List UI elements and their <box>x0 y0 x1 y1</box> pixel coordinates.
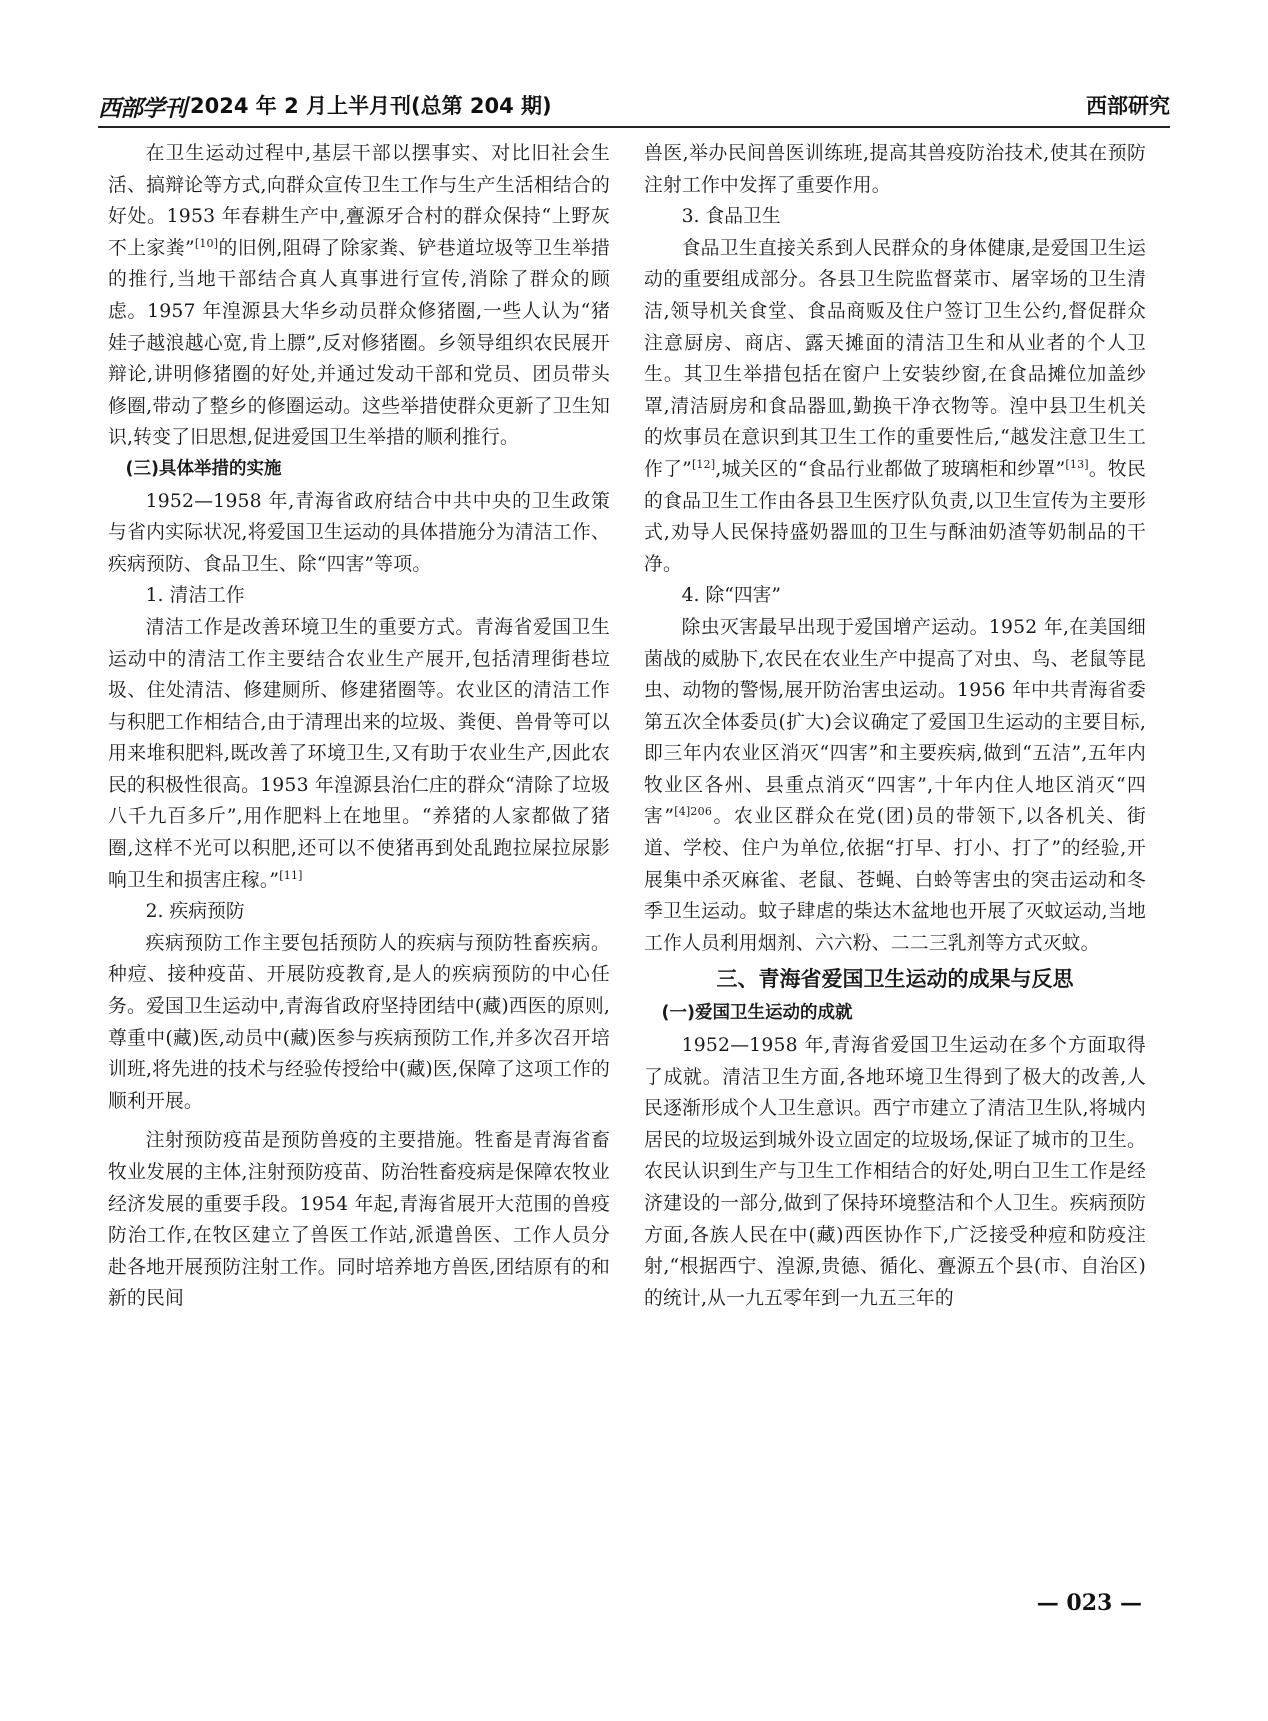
issue-info: 2024 年 2 月上半月刊(总第 204 期) <box>190 94 552 118</box>
paragraph: 兽医,举办民间兽医训练班,提高其兽疫防治技术,使其在预防注射工作中发挥了重要作用。 <box>644 143 1146 196</box>
item-heading: 4. 除“四害” <box>681 585 782 607</box>
subsection-heading: (一)爱国卫生运动的成就 <box>661 1003 853 1024</box>
item-heading: 2. 疾病预防 <box>145 901 245 923</box>
section-title: 三、青海省爱国卫生运动的成果与反思 <box>716 967 1074 992</box>
citation: [4]206 <box>674 805 713 819</box>
citation: [13] <box>1065 457 1089 471</box>
section-name: 西部研究 <box>1086 94 1170 118</box>
citation: [11] <box>279 868 303 882</box>
paragraph: 食品卫生直接关系到人民群众的身体健康,是爱国卫生运动的重要组成部分。各县卫生院监督菜市、屠宰场的卫生清洁,领导机关食堂、食品商贩及住户签订卫生公约,督促群众注意厨房、商店、露天摊面的清洁卫生和从业者的个人卫生。其卫生举措包括在窗户上安装纱窗,在食品摊位加盖纱罩,清洁厨房和食品器皿,勤换干净衣物等。湟中县卫生机关的炊事员在意识到其卫生工作的重要性后,“越发注意卫生工作了”[12],城关区的“食品行业都做了玻璃柜和纱罩”[13]。牧民的食品卫生工作由各县卫生医疗队负责,以卫生宣传为主要形式,劝导人民保持盛奶器皿的卫生与酥油奶渣等奶制品的干净。 <box>644 237 1146 575</box>
paragraph: 疾病预防工作主要包括预防人的疾病与预防牲畜疾病。种痘、接种疫苗、开展防疫教育,是人的疾病预防的中心任务。爱国卫生运动中,青海省政府坚持团结中(藏)西医的原则,尊重中(藏)医,动员中(藏)医参与疾病预防工作,并多次召开培训班,将先进的技术与经验传授给中(藏)医,保障了这项工作的顺利开展。 <box>108 932 610 1112</box>
paragraph: 1952—1958 年,青海省政府结合中共中央的卫生政策与省内实际状况,将爱国卫生运动的具体措施分为清洁工作、疾病预防、食品卫生、除“四害”等项。 <box>108 490 610 575</box>
paragraph: 注射预防疫苗是预防兽疫的主要措施。牲畜是青海省畜牧业发展的主体,注射预防疫苗、防治牲畜疫病是保障农牧业经济发展的重要手段。1954 年起,青海省展开大范围的兽疫防治工作,在牧区建立了兽医工作站,派遣兽医、工作人员分赴各地开展预防注射工作。同时培养地方兽医,团结原有的和新的民间 <box>108 1130 610 1310</box>
paragraph: 清洁工作是改善环境卫生的重要方式。青海省爱国卫生运动中的清洁工作主要结合农业生产展开,包括清理街巷垃圾、住处清洁、修建厕所、修建猪圈等。农业区的清洁工作与积肥工作相结合,由于清理出来的垃圾、粪便、兽骨等可以用来堆积肥料,既改善了环境卫生,又有助于农业生产,因此农民的积极性很高。1953 年湟源县治仁庄的群众“清除了垃圾八千九百多斤”,用作肥料上在地里。“养猪的人家都做了猪圈,这样不光可以积肥,还可以不使猪再到处乱跑拉屎拉尿影响卫生和损害庄稼。”[11] <box>108 616 610 891</box>
paragraph: 1952—1958 年,青海省爱国卫生运动在多个方面取得了成就。清洁卫生方面,各地环境卫生得到了极大的改善,人民逐渐形成个人卫生意识。西宁市建立了清洁卫生队,将城内居民的垃圾运到城外设立固定的垃圾场,保证了城市的卫生。农民认识到生产与卫生工作相结合的好处,明白卫生工作是经济建设的一部分,做到了保持环境整洁和个人卫生。疾病预防方面,各族人民在中(藏)西医协作下,广泛接受种痘和防疫注射,“根据西宁、湟源,贵德、循化、亹源五个县(市、自治区)的统计,从一九五零年到一九五三年的 <box>644 1035 1146 1309</box>
paragraph: 除虫灭害最早出现于爱国增产运动。1952 年,在美国细菌战的威胁下,农民在农业生产中提高了对虫、鸟、老鼠等昆虫、动物的警惕,展开防治害虫运动。1956 年中共青海省委第五次全体委员(扩大)会议确定了爱国卫生运动的主要目标,即三年内农业区消灭“四害”和主要疾病,做到“五洁”,五年内牧业区各州、县重点消灭“四害”,十年内住人地区消灭“四害”$^{[4]206}$。农业区群众在党(团)员的带领下,以各机关、街道、学校、住户为单位,依据“打早、打小、打了”的经验,开展集中杀灭麻雀、老鼠、苍蝇、白蛉等害虫的突击运动和冬季卫生运动。蚊子肆虐的柴达木盆地也开展了灭蚊运动,当地工作人员利用烟剂、六六粉、二二三乳剂等方式灭蚊。 <box>644 616 1146 954</box>
item-heading: 1. 清洁工作 <box>145 585 245 607</box>
citation: [12] <box>691 457 716 471</box>
left-column <box>108 138 610 1315</box>
subsection-heading: (三)具体举措的实施 <box>125 458 282 479</box>
page-header <box>98 86 1170 128</box>
paragraph: 在卫生运动过程中,基层干部以摆事实、对比旧社会生活、搞辩论等方式,向群众宣传卫生工作与生产生活相结合的好处。1953 年春耕生产中,亹源牙合村的群众保持“上野灰不上家粪”[10]的旧例,阻碍了除家粪、铲巷道垃圾等卫生举措的推行,当地干部结合真人真事进行宣传,消除了群众的顾虑。1957 年湟源县大华乡动员群众修猪圈,一些人认为“猪娃子越浪越心宽,肯上膘”,反对修猪圈。乡领导组织农民展开辩论,讲明修猪圈的好处,并通过发动干部和党员、团员带头修圈,带动了整乡的修圈运动。这些举措使群众更新了卫生知识,转变了旧思想,促进爱国卫生举措的顺利推行。 <box>108 143 610 449</box>
journal-logo: 西部学刊 <box>98 95 186 122</box>
right-column <box>644 138 1146 1314</box>
page-number: — 023 — <box>1036 1590 1142 1616</box>
item-heading: 3. 食品卫生 <box>681 206 781 228</box>
citation: [10] <box>194 236 219 250</box>
